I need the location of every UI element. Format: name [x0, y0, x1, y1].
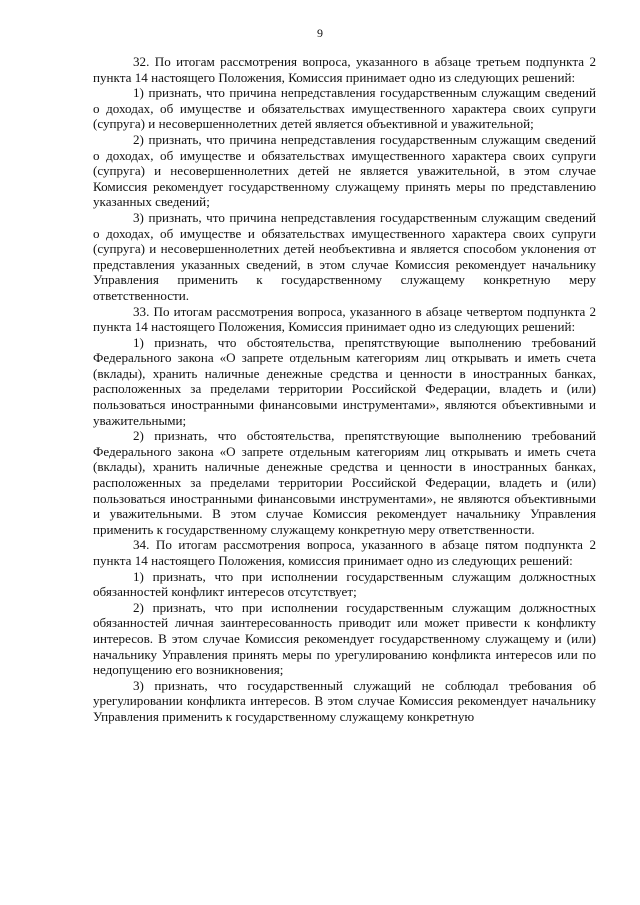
paragraph-33: 33. По итогам рассмотрения вопроса, указанного в абзаце четвертом подпункта 2 пункта 14 настоящего Положения, Комиссия принимает одно из следующих решений: [93, 303, 596, 335]
paragraph-34-item-1: 1) признать, что при исполнении государственным служащим должностных обязанностей конфликт интересов отсутствует; [93, 568, 596, 600]
paragraph-32-item-3: 3) признать, что причина непредставления государственным служащим сведений о доходах, об имуществе и обязательствах имущественного характера своих супруги (супруга) и несовершеннолетних детей необъективна и является способом уклонения от представления указанных сведений, в этом случае Комиссия рекомендует начальнику Управления применить к государственному служащему конкретную меру ответственности. [93, 209, 596, 303]
paragraph-33-item-1: 1) признать, что обстоятельства, препятствующие выполнению требований Федерального закона «О запрете отдельным категориям лиц открывать и иметь счета (вклады), хранить наличные денежные средства и ценности в иностранных банках, расположенных за пределами территории Российской Федерации, владеть и (или) пользоваться иностранными финансовыми инструментами», являются объективными и уважительными; [93, 334, 596, 428]
paragraph-32-item-1: 1) признать, что причина непредставления государственным служащим сведений о доходах, об имуществе и обязательствах имущественного характера своих супруги (супруга) и несовершеннолетних детей является объективной и уважительной; [93, 85, 596, 132]
page-number: 9 [317, 26, 323, 40]
paragraph-34: 34. По итогам рассмотрения вопроса, указанного в абзаце пятом подпункта 2 пункта 14 настоящего Положения, комиссия принимает одно из следующих решений: [93, 537, 596, 568]
paragraph-33-item-2: 2) признать, что обстоятельства, препятствующие выполнению требований Федерального закона «О запрете отдельным категориям лиц открывать и иметь счета (вклады), хранить наличные денежные средства и ценности в иностранных банках, расположенных за пределами территории Российской Федерации, владеть и (или) пользоваться иностранными финансовыми инструментами», не являются объективными и уважительными. В этом случае Комиссия рекомендует начальнику Управления применить к государственному служащему конкретную меру ответственности. [93, 428, 596, 537]
paragraph-32: 32. По итогам рассмотрения вопроса, указанного в абзаце третьем подпункта 2 пункта 14 настоящего Положения, Комиссия принимает одно из следующих решений: [93, 54, 596, 85]
paragraph-34-item-3: 3) признать, что государственный служащий не соблюдал требования об урегулировании конфликта интересов. В этом случае Комиссия рекомендует начальнику Управления применить к государственному служащему конкретную [93, 677, 596, 724]
paragraph-32-item-2: 2) признать, что причина непредставления государственным служащим сведений о доходах, об имуществе и обязательствах имущественного характера своих супруги (супруга) и несовершеннолетних детей не является уважительной, в этом случае Комиссия рекомендует государственному служащему принять меры по представлению указанных сведений; [93, 131, 596, 210]
paragraph-34-item-2: 2) признать, что при исполнении государственным служащим должностных обязанностей личная заинтересованность приводит или может привести к конфликту интересов. В этом случае Комиссия рекомендует государственному служащему и (или) начальнику Управления принять меры по урегулированию конфликта интересов или по недопущению его возникновения; [93, 599, 596, 678]
document-body [93, 54, 596, 725]
